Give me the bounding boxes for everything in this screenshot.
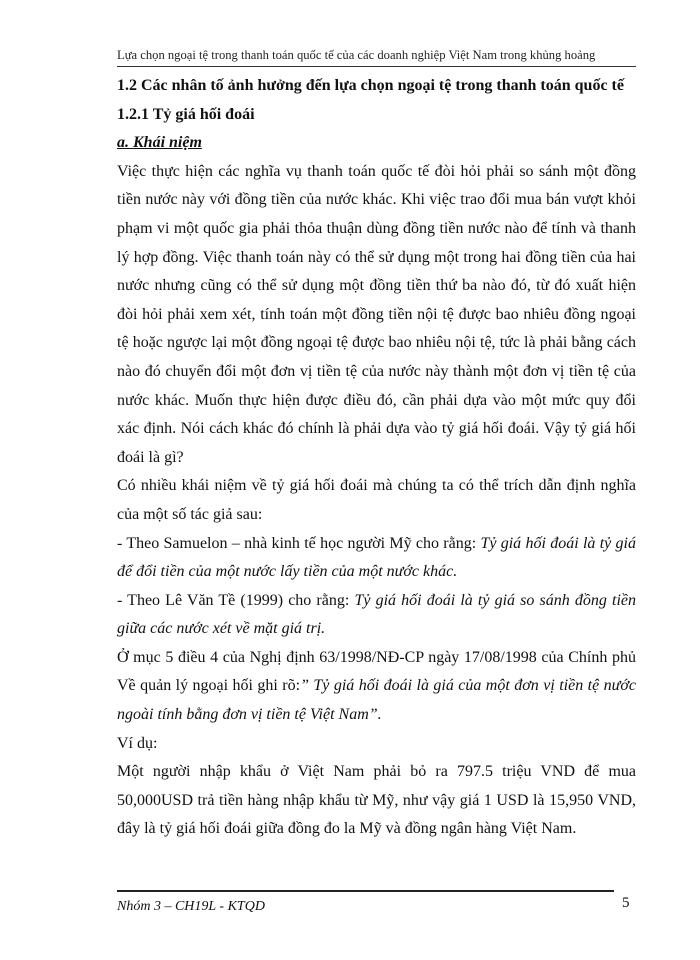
decree-lead: Ở mục 5 điều 4 của Nghị định 63/1998/NĐ-CP ngày 17/08/1998 của Chính phủ Về quản lý ngoại hối ghi rõ: — [117, 648, 636, 695]
decree-quote: ” Tỷ giá hối đoái là giá của một đơn vị tiền tệ nước ngoài tính bằng đơn vị tiền tệ Việt Nam”. — [117, 677, 637, 724]
example-label: Ví dụ: — [117, 734, 158, 752]
footer-divider — [117, 890, 614, 892]
header-divider — [117, 66, 636, 67]
subsection-heading: 1.2.1 Tỷ giá hối đoái — [117, 105, 255, 123]
quote-samuelson-lead: - Theo Samuelon – nhà kinh tế học người Mỹ cho rằng: — [117, 534, 481, 552]
footer-group-label: Nhóm 3 – CH19L - KTQD — [117, 899, 265, 914]
section-heading: 1.2 Các nhân tố ảnh hưởng đến lựa chọn ngoại tệ trong thanh toán quốc tế — [117, 77, 624, 94]
example-paragraph: Một người nhập khẩu ở Việt Nam phải bỏ ra 797.5 triệu VND để mua 50,000USD trả tiền hàng nhập khẩu từ Mỹ, như vậy giá 1 USD là 15,950 VND, đây là tỷ giá hối đoái giữa đồng đo la Mỹ và đồng ngân hàng Việt Nam. — [117, 763, 636, 838]
quote-samuelson — [117, 530, 636, 587]
quote-le-van-te-text: Tỷ giá hối đoái là tỷ giá so sánh đồng tiền giữa các nước xét về mặt giá trị. — [117, 591, 637, 638]
page-content — [117, 72, 636, 844]
decree-paragraph — [117, 644, 636, 730]
paragraph-concepts-intro: Có nhiều khái niệm về tỷ giá hối đoái mà chúng ta có thể trích dẫn định nghĩa của một số tác giả sau: — [117, 477, 636, 523]
sub-sub-heading: a. Khái niệm — [117, 134, 202, 152]
quote-le-van-te-lead: - Theo Lê Văn Tề (1999) cho rằng: — [117, 591, 355, 609]
quote-le-van-te — [117, 587, 636, 644]
running-header: Lựa chọn ngoại tệ trong thanh toán quốc tế của các doanh nghiệp Việt Nam trong khủng hoảng — [117, 48, 596, 62]
page-number: 5 — [622, 895, 630, 911]
paragraph-definition-intro: Việc thực hiện các nghĩa vụ thanh toán quốc tế đòi hỏi phải so sánh một đồng tiền nước này với đồng tiền của nước khác. Khi việc trao đổi mua bán vượt khỏi phạm vi một quốc gia phải thỏa thuận dùng đồng tiền nước nào để tính và thanh lý hợp đồng. Việc thanh toán này có thể sử dụng một trong hai đồng tiền của hai nước nhưng cũng có thể sử dụng một đồng tiền thứ ba nào đó, từ đó xuất hiện đòi hỏi phải xem xét, tính toán một đồng tiền nội tệ được bao nhiêu đồng ngoại tệ hoặc ngược lại một đồng ngoại tệ được bao nhiêu nội tệ, tức là phải bằng cách nào đó chuyển đổi một đơn vị tiền tệ của nước này thành một đơn vị tiền tệ của nước khác. Muốn thực hiện được điều đó, cần phải dựa vào một mức quy đổi xác định. Nói cách khác đó chính là phải dựa vào tỷ giá hối đoái. Vậy tỷ giá hối đoái là gì? — [117, 162, 636, 466]
quote-samuelson-text: Tỷ giá hối đoái là tỷ giá để đổi tiền của một nước lấy tiền của một nước khác. — [117, 534, 636, 581]
